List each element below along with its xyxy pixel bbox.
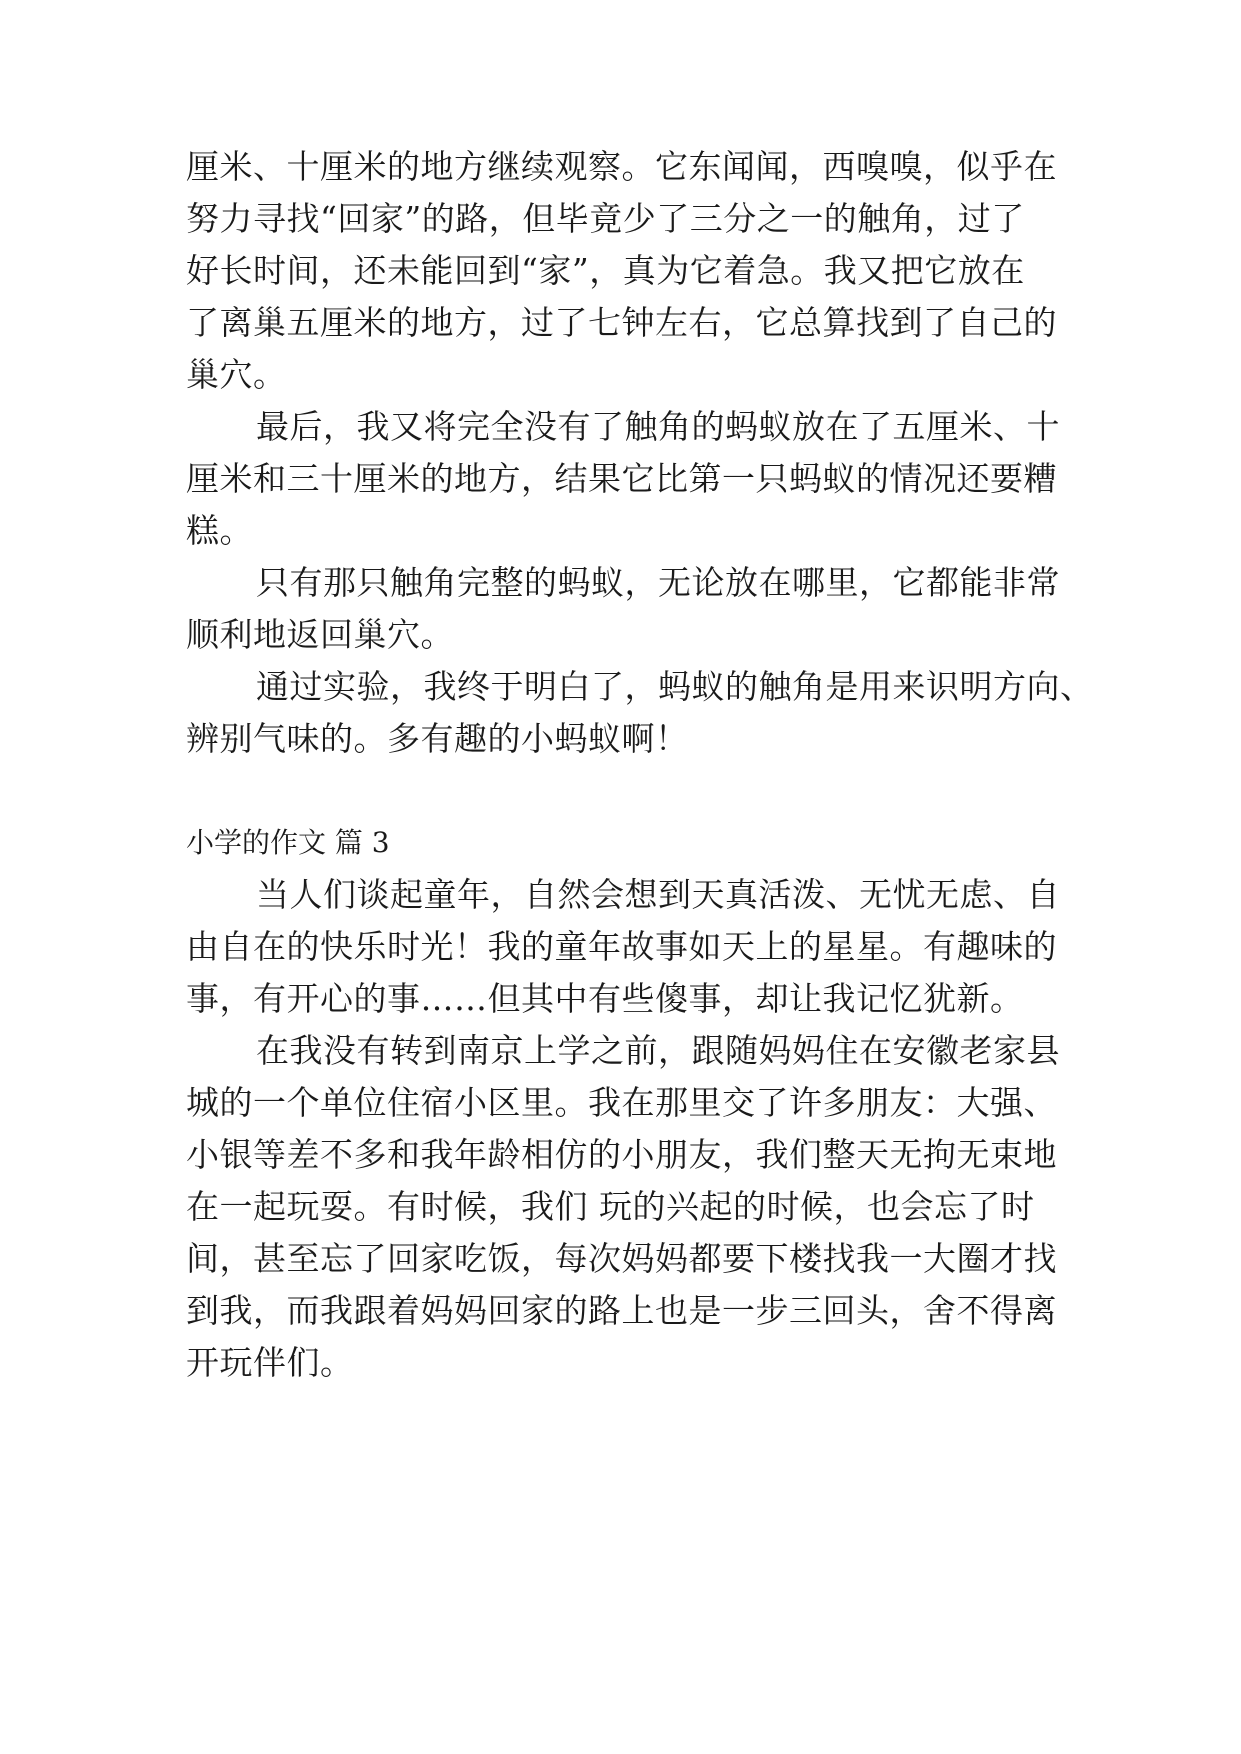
paragraph-line: 了离巢五厘米的地方，过了七钟左右，它总算找到了自己的 <box>186 303 1057 342</box>
paragraph-line: 好长时间，还未能回到“家”，真为它着急。我又把它放在 <box>186 251 1025 290</box>
paragraph-line: 最后，我又将完全没有了触角的蚂蚁放在了五厘米、十 <box>256 407 1060 446</box>
paragraph-line: 由自在的快乐时光！我的童年故事如天上的星星。有趣味的 <box>186 927 1057 966</box>
paragraph-line: 小银等差不多和我年龄相仿的小朋友，我们整天无拘无束地 <box>186 1135 1057 1174</box>
paragraph-line: 顺利地返回巢穴。 <box>186 615 454 654</box>
paragraph-line: 事，有开心的事……但其中有些傻事，却让我记忆犹新。 <box>186 979 1024 1018</box>
paragraph-line: 厘米、十厘米的地方继续观察。它东闻闻，西嗅嗅，似乎在 <box>186 147 1057 186</box>
paragraph-line: 辨别气味的。多有趣的小蚂蚁啊！ <box>186 719 689 758</box>
paragraph-line: 糕。 <box>186 511 253 550</box>
paragraph-line: 努力寻找“回家”的路，但毕竟少了三分之一的触角，过了 <box>186 199 1025 238</box>
paragraph-line: 只有那只触角完整的蚂蚁，无论放在哪里，它都能非常 <box>256 563 1060 602</box>
paragraph-line: 在一起玩耍。有时候，我们 玩的兴起的时候，也会忘了时 <box>186 1187 1035 1226</box>
paragraph-line: 在我没有转到南京上学之前，跟随妈妈住在安徽老家县 <box>256 1031 1060 1070</box>
paragraph-line: 当人们谈起童年，自然会想到天真活泼、无忧无虑、自 <box>256 875 1060 914</box>
paragraph-line: 通过实验，我终于明白了，蚂蚁的触角是用来识明方向、 <box>256 667 1094 706</box>
paragraph-line: 城的一个单位住宿小区里。我在那里交了许多朋友：大强、 <box>186 1083 1057 1122</box>
paragraph-line: 到我，而我跟着妈妈回家的路上也是一步三回头，舍不得离 <box>186 1291 1057 1330</box>
paragraph-line: 厘米和三十厘米的地方，结果它比第一只蚂蚁的情况还要糟 <box>186 459 1057 498</box>
paragraph-line: 间，甚至忘了回家吃饭，每次妈妈都要下楼找我一大圈才找 <box>186 1239 1057 1278</box>
section-title: 小学的作文 篇 3 <box>186 826 390 859</box>
paragraph-line: 巢穴。 <box>186 355 287 394</box>
paragraph-line: 开玩伴们。 <box>186 1343 354 1382</box>
